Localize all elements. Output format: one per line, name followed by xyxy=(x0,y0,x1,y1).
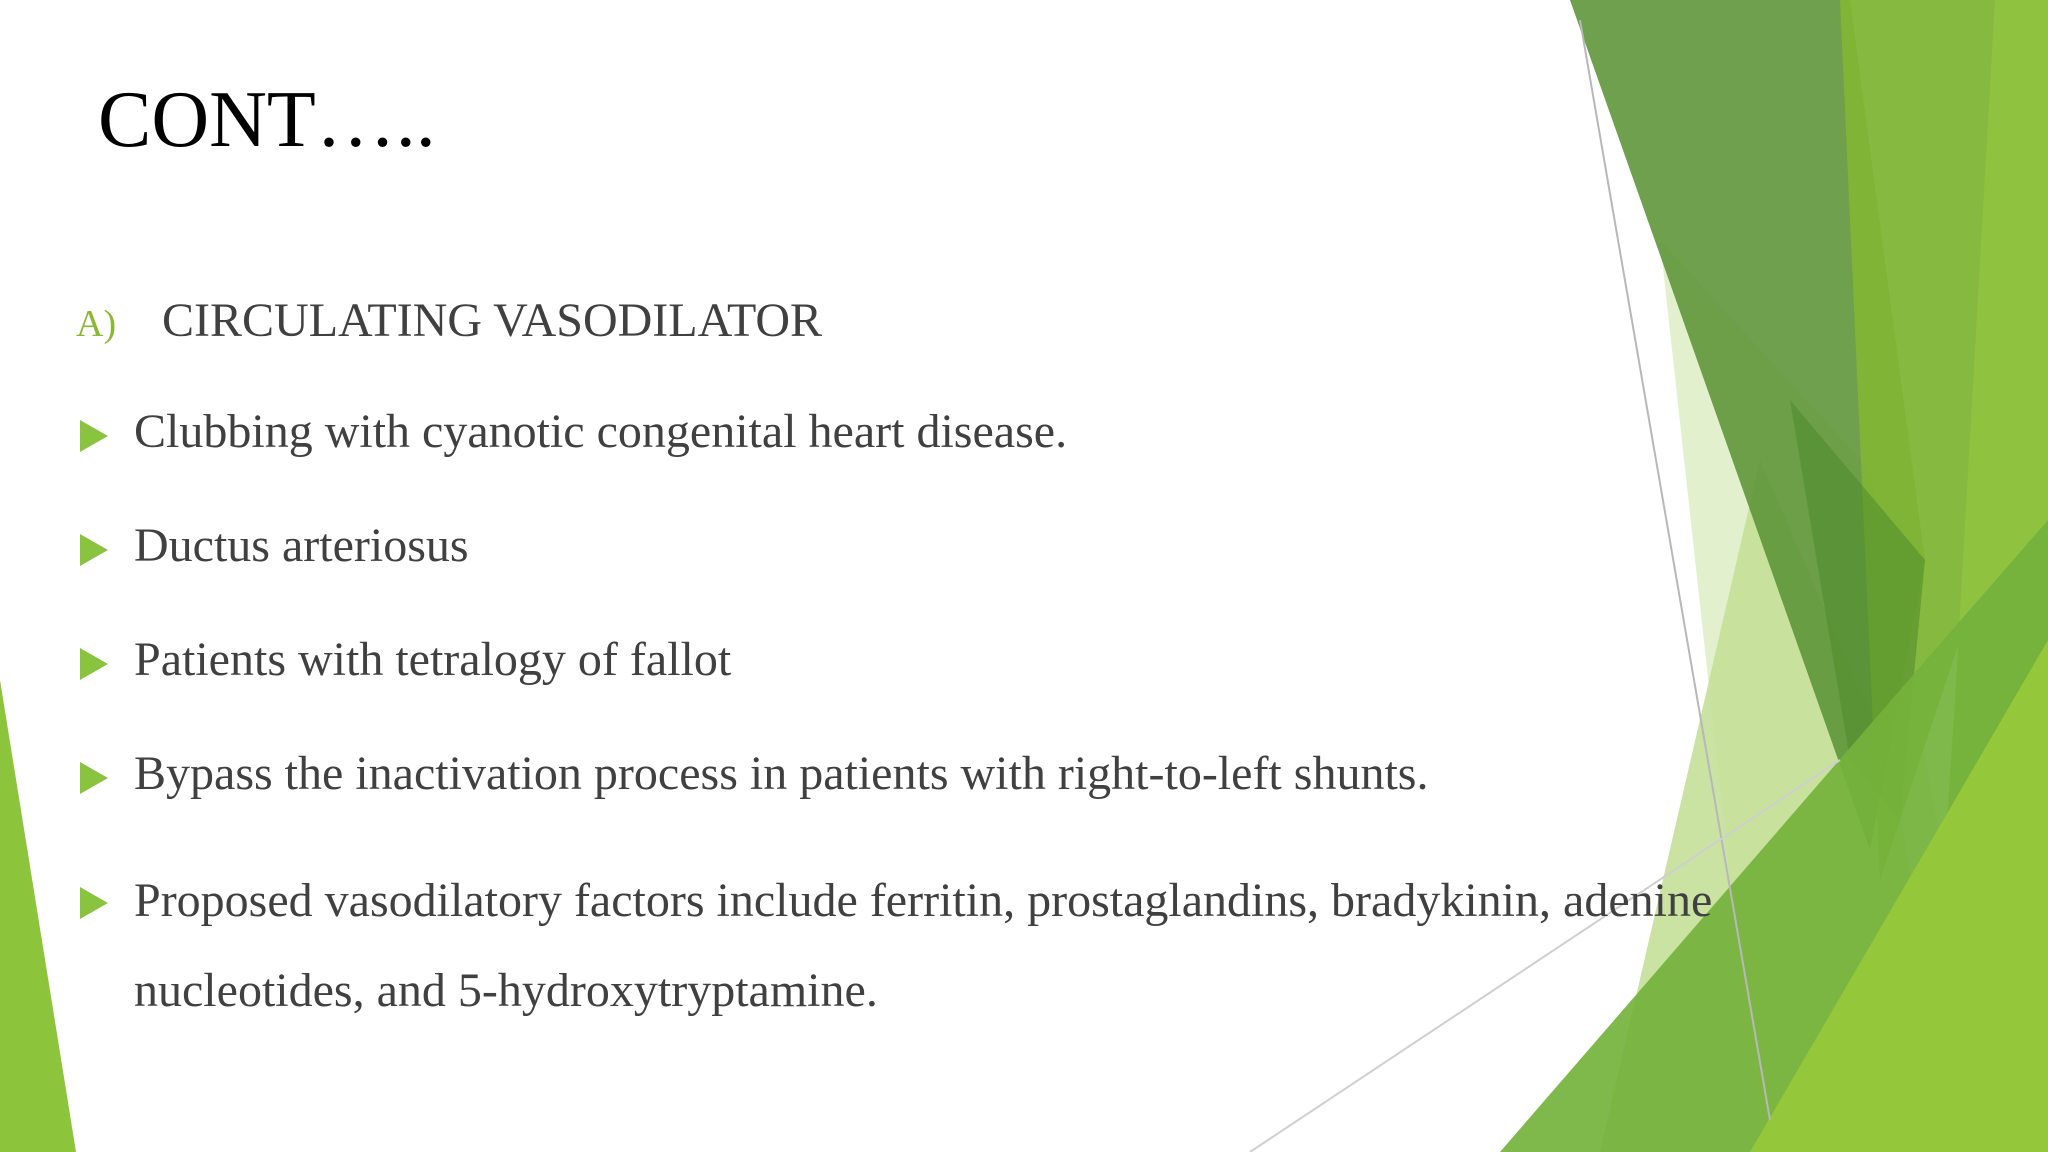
bullet-item xyxy=(76,514,1676,578)
bullet-text: Proposed vasodilatory factors include ferritin, prostaglandins, bradykinin, adenine nucleotides, and 5-hydroxytryptamine. xyxy=(134,874,1713,1017)
bullet-item xyxy=(76,856,1713,1036)
bullet-item xyxy=(76,742,1676,806)
bullet-text: Bypass the inactivation process in patients with right-to-left shunts. xyxy=(134,747,1429,800)
bullet-text: Clubbing with cyanotic congenital heart disease. xyxy=(134,405,1068,458)
triangle-right-icon xyxy=(80,648,108,680)
bullet-text: Ductus arteriosus xyxy=(134,519,469,572)
bullet-text: Patients with tetralogy of fallot xyxy=(134,633,732,686)
subheading-text: CIRCULATING VASODILATOR xyxy=(162,293,823,347)
left-edge-shape xyxy=(0,680,76,1152)
triangle-right-icon xyxy=(80,420,108,452)
bullet-item xyxy=(76,628,1676,692)
bullet-list xyxy=(76,400,1713,1086)
slide-title: CONT….. xyxy=(98,76,436,164)
bullet-item xyxy=(76,400,1676,464)
subheading xyxy=(76,288,822,352)
triangle-right-icon xyxy=(80,762,108,794)
subheading-marker: A) xyxy=(76,303,117,345)
triangle-right-icon xyxy=(80,534,108,566)
triangle-right-icon xyxy=(80,887,108,919)
